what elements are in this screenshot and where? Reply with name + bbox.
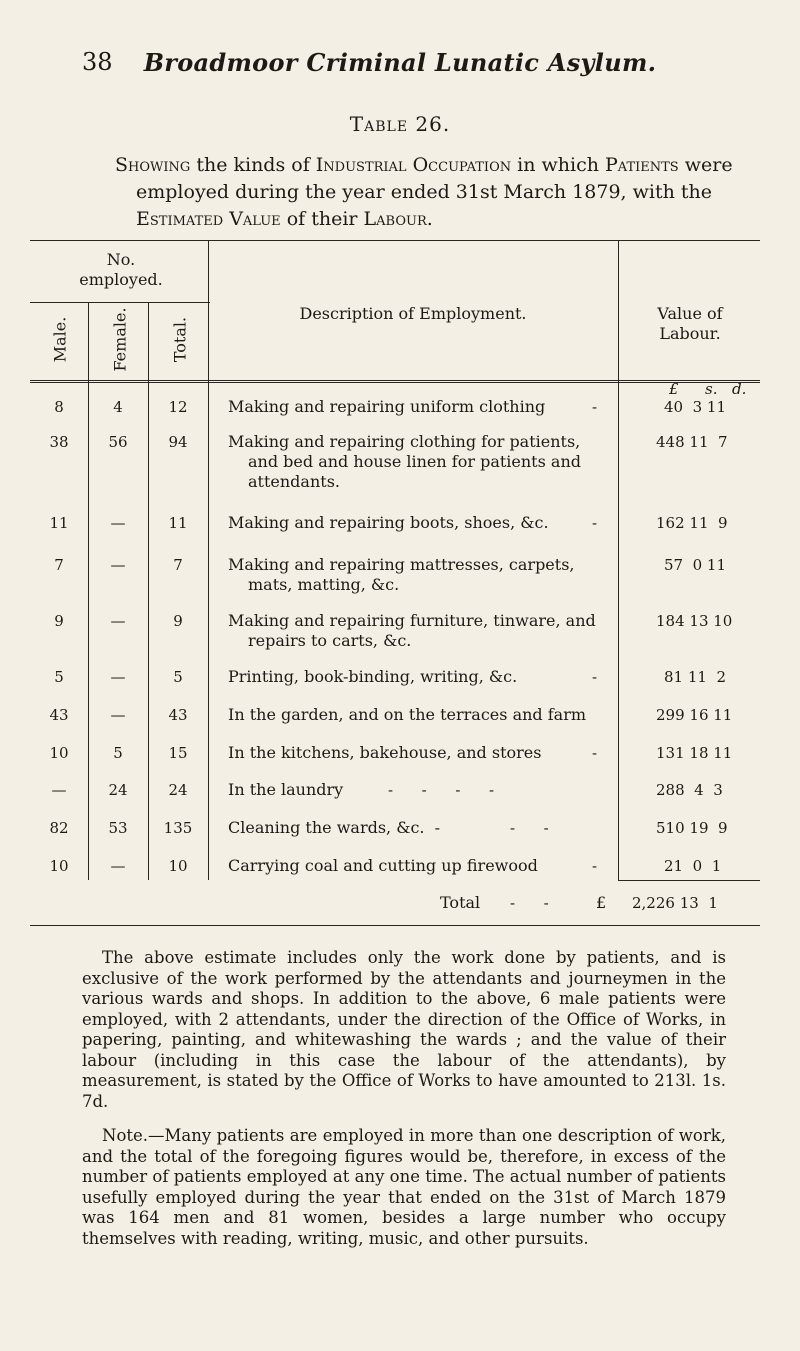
description-cell: In the garden, and on the terraces and farm bbox=[228, 705, 587, 724]
female-cell: — bbox=[110, 706, 126, 724]
total-cell: 9 bbox=[173, 612, 183, 630]
male-cell: 10 bbox=[49, 744, 69, 762]
note-paragraph: Note.—Many patients are employed in more than one description of work, and the total of the foregoing figures would be, therefore, in excess of the number of patients employed at any one time. The actual number of patients usefully employed during the year that ended on the 31st of March 1879 was 164 men and 81 women, besides a large number who occupy themselves with reading, writing, music, and other pursuits. bbox=[82, 1126, 726, 1248]
leader-dash: - - bbox=[510, 819, 549, 837]
female-cell: 56 bbox=[108, 433, 128, 451]
caption-part: were employed during the year ended 31st March 1879, with the bbox=[136, 154, 733, 203]
shillings-label: s. bbox=[705, 380, 718, 398]
value-cell: 131 18 11 bbox=[656, 744, 733, 762]
description-cell: Making and repairing clothing for patients, and bed and house linen for patients and attendants. bbox=[228, 432, 581, 491]
female-cell: 4 bbox=[113, 398, 123, 416]
value-cell: 448 11 7 bbox=[656, 433, 728, 451]
leader-dash: - bbox=[592, 668, 598, 686]
male-cell: 82 bbox=[49, 819, 69, 837]
no-employed-header: No. employed. bbox=[79, 250, 163, 289]
caption-part: Estimated Value bbox=[136, 208, 281, 230]
value-cell: 288 4 3 bbox=[656, 781, 723, 799]
female-cell: — bbox=[110, 857, 126, 875]
description-cell: Printing, book-binding, writing, &c. bbox=[228, 667, 518, 686]
estimate-paragraph: The above estimate includes only the work done by patients, and is exclusive of the work performed by the attendants and journeymen in the various wards and shops. In addition to the above, 6 male patients were employed, with 2 attendants, under the direction of the Office of Works, in papering, painting, and whitewashing the wards ; and the value of their labour (including in this case the labour of the attendants), by measurement, is stated by the Office of Works to have amounted to 213l. 1s. 7d. bbox=[82, 948, 726, 1111]
caption-part: of their bbox=[280, 208, 364, 230]
total-cell: 7 bbox=[173, 556, 183, 574]
total-cell: 12 bbox=[168, 398, 188, 416]
male-cell: 7 bbox=[54, 556, 64, 574]
caption-part: Industrial Occupation bbox=[315, 154, 512, 176]
total-header: Total. bbox=[170, 316, 190, 363]
total-cell: 11 bbox=[168, 514, 188, 532]
value-cell: 299 16 11 bbox=[656, 706, 733, 724]
total-label: Total bbox=[440, 893, 481, 912]
male-cell: 8 bbox=[54, 398, 64, 416]
caption-part: Showing bbox=[115, 154, 191, 176]
value-cell: 184 13 10 bbox=[656, 612, 733, 630]
female-cell: — bbox=[110, 514, 126, 532]
total-cell: 94 bbox=[168, 433, 188, 451]
total-cell: 24 bbox=[168, 781, 188, 799]
total-cell: 15 bbox=[168, 744, 188, 762]
description-cell: Making and repairing boots, shoes, &c. bbox=[228, 513, 549, 532]
male-cell: 5 bbox=[54, 668, 64, 686]
male-cell: 10 bbox=[49, 857, 69, 875]
description-cell: Making and repairing uniform clothing bbox=[228, 397, 546, 416]
male-cell: 43 bbox=[49, 706, 69, 724]
male-header: Male. bbox=[50, 316, 70, 363]
male-cell: 11 bbox=[49, 514, 69, 532]
female-cell: 5 bbox=[113, 744, 123, 762]
total-cell: 10 bbox=[168, 857, 188, 875]
total-cell: 43 bbox=[168, 706, 188, 724]
leader-dash: - bbox=[592, 398, 598, 416]
page-number: 38 bbox=[82, 48, 113, 76]
description-cell: Making and repairing furniture, tinware, and repairs to carts, &c. bbox=[228, 611, 596, 650]
value-cell: 57 0 11 bbox=[664, 556, 727, 574]
leader-dash: - bbox=[592, 744, 598, 762]
caption-part: Labour. bbox=[363, 208, 433, 230]
female-cell: — bbox=[110, 556, 126, 574]
description-cell: In the kitchens, bakehouse, and stores bbox=[228, 743, 542, 762]
male-cell: — bbox=[51, 781, 67, 799]
description-cell: In the laundry bbox=[228, 780, 344, 799]
value-cell: 40 3 11 bbox=[664, 398, 727, 416]
description-cell: Making and repairing mattresses, carpets, mats, matting, &c. bbox=[228, 555, 575, 594]
description-cell: Carrying coal and cutting up firewood bbox=[228, 856, 538, 875]
female-cell: — bbox=[110, 668, 126, 686]
value-cell: 510 19 9 bbox=[656, 819, 728, 837]
female-cell: 53 bbox=[108, 819, 128, 837]
running-title: Broadmoor Criminal Lunatic Asylum. bbox=[143, 48, 657, 77]
female-cell: 24 bbox=[108, 781, 128, 799]
value-cell: 81 11 2 bbox=[664, 668, 727, 686]
male-cell: 38 bbox=[49, 433, 69, 451]
description-header: Description of Employment. bbox=[299, 304, 527, 323]
pounds-label: £ bbox=[669, 380, 679, 398]
female-header: Female. bbox=[110, 307, 130, 372]
caption-part: the kinds of bbox=[190, 154, 316, 176]
total-currency: £ bbox=[596, 893, 607, 912]
description-cell: Cleaning the wards, &c. - bbox=[228, 818, 441, 837]
notes bbox=[82, 948, 726, 1249]
leader-dash: - bbox=[592, 857, 598, 875]
caption-part: Patients bbox=[605, 154, 679, 176]
value-cell: 162 11 9 bbox=[656, 514, 728, 532]
value-header: Value of Labour. bbox=[657, 304, 723, 343]
female-cell: — bbox=[110, 612, 126, 630]
total-dashes: - - bbox=[510, 894, 549, 912]
pence-label: d. bbox=[732, 380, 747, 398]
total-value: 2,226 13 1 bbox=[632, 894, 718, 912]
leader-dash: - bbox=[592, 514, 598, 532]
caption-part: in which bbox=[511, 154, 605, 176]
male-cell: 9 bbox=[54, 612, 64, 630]
total-cell: 5 bbox=[173, 668, 183, 686]
table-title: Table 26. bbox=[349, 112, 451, 136]
total-cell: 135 bbox=[163, 819, 193, 837]
value-cell: 21 0 1 bbox=[664, 857, 722, 875]
leader-dash: - - - - bbox=[388, 781, 495, 799]
